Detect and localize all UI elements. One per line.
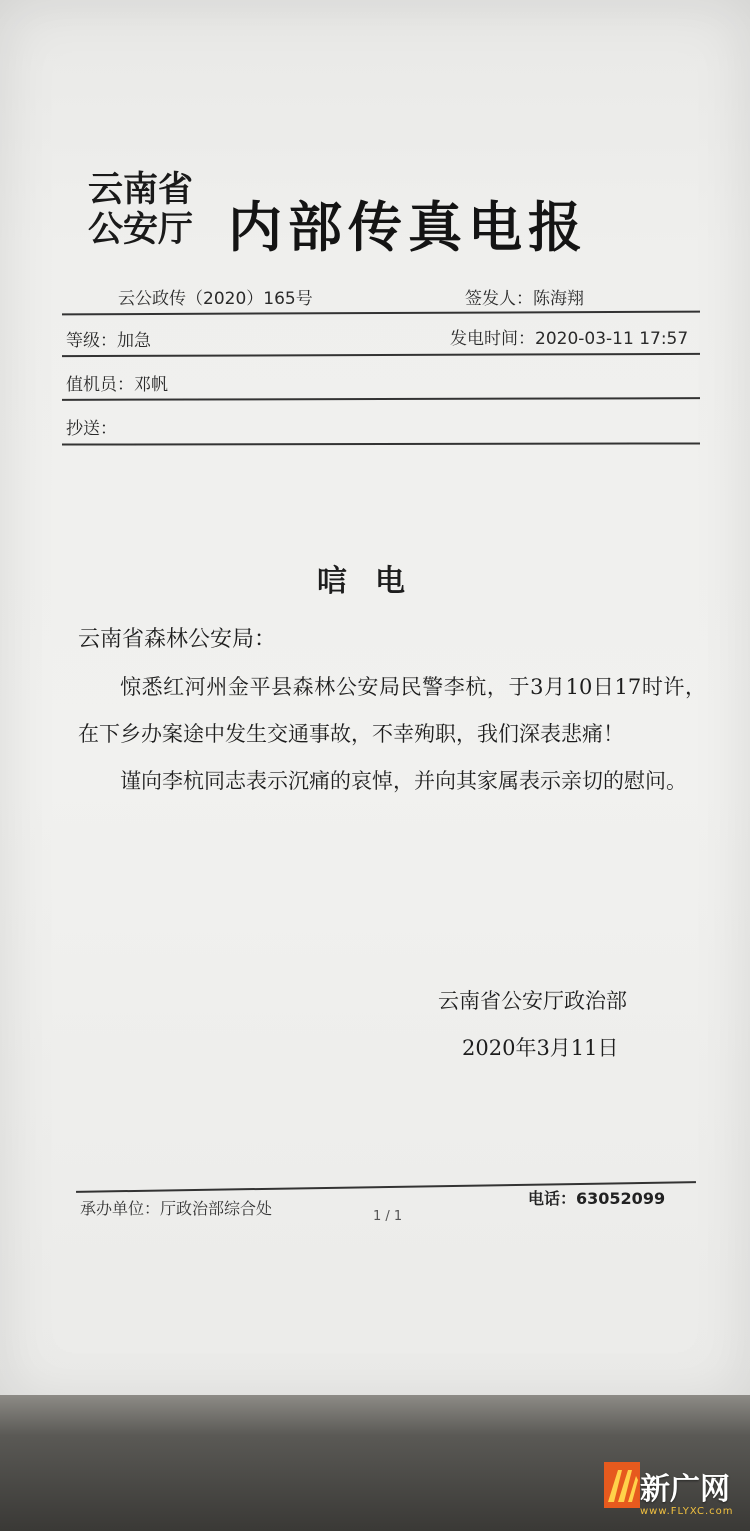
operator-name: 邓帆 (134, 375, 168, 395)
watermark-logo-icon (604, 1462, 640, 1508)
issuing-organization (88, 170, 193, 250)
handler-value: 厅政治部综合处 (160, 1199, 273, 1218)
phone-value: 63052099 (576, 1189, 666, 1208)
phone-label: 电话： (528, 1189, 577, 1208)
subject-heading: 唁电 (317, 564, 433, 599)
signature-date: 2020年3月11日 (462, 1036, 619, 1060)
watermark-name: 新广网 (640, 1472, 730, 1507)
paragraph-1: 惊悉红河州金平县森林公安局民警李杭，于3月10日17时许，在下乡办案途中发生交通事故，不幸殉职，我们深表悲痛！ (78, 675, 706, 746)
message-body (78, 664, 706, 805)
sent-time-value: 2020-03-11 17:57 (535, 329, 689, 349)
handler-label: 承办单位： (80, 1199, 161, 1218)
grade-field (66, 326, 151, 351)
signature-organization: 云南省公安厅政治部 (438, 989, 627, 1013)
signer-label: 签发人： (465, 289, 533, 309)
site-watermark (604, 1462, 744, 1524)
cc-label: 抄送： (66, 419, 117, 439)
org-line-1: 云南省 (88, 170, 194, 210)
handler-field (80, 1196, 272, 1219)
page-number: 1 / 1 (373, 1209, 403, 1224)
document-title: 内部传真电报 (228, 195, 588, 259)
cc-field (66, 414, 117, 439)
grade-value: 加急 (117, 331, 151, 351)
grade-label: 等级： (66, 331, 117, 351)
document-number: 云公政传（2020）165号 (118, 289, 313, 309)
paragraph-2: 谨向李杭同志表示沉痛的哀悼，并向其家属表示亲切的慰问。 (120, 769, 687, 793)
sent-time-field (450, 324, 688, 349)
operator-label: 值机员： (66, 375, 134, 395)
org-line-2: 公安厅 (88, 210, 194, 250)
phone-field (528, 1186, 665, 1209)
sent-time-label: 发电时间： (450, 329, 535, 349)
addressee: 云南省森林公安局： (78, 627, 277, 652)
signer-name: 陈海翔 (533, 289, 584, 309)
watermark-url: www.FLYXC.com (640, 1506, 734, 1517)
operator-field (66, 370, 168, 395)
signer-field (465, 284, 584, 309)
